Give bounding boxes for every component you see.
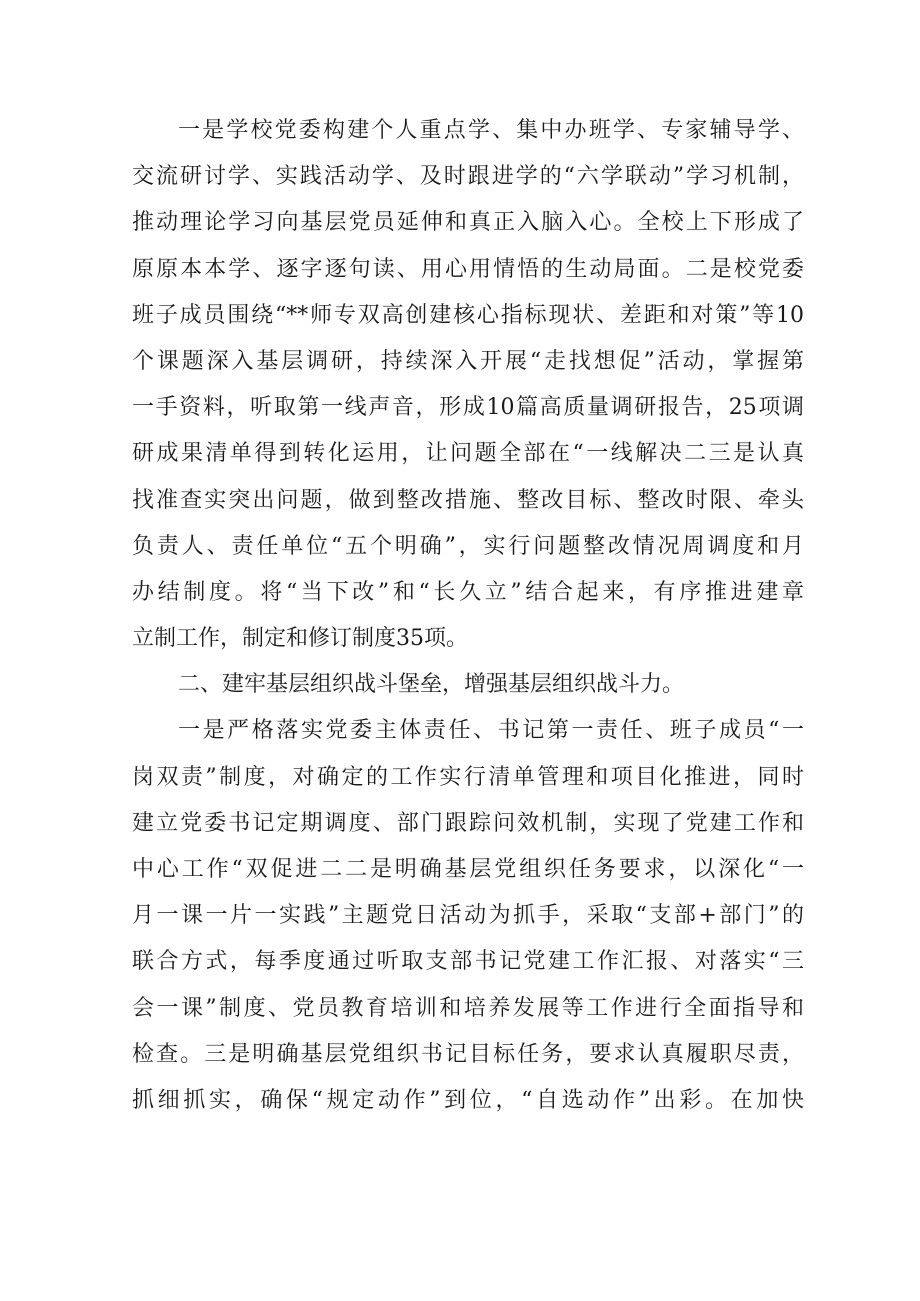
paragraph-2-line-6: 联合方式，每季度通过听取支部书记党建工作汇报、对落实“三 bbox=[132, 949, 804, 975]
paragraph-2-line-3: 建立党委书记定期调度、部门跟踪问效机制，实现了党建工作和 bbox=[132, 810, 804, 836]
paragraph-1-line-4: 原原本本学、逐字逐句读、用心用情悟的生动局面。二是校党委 bbox=[132, 256, 804, 282]
paragraph-2-line-1: 一是严格落实党委主体责任、书记第一责任、班子成员“一 bbox=[178, 718, 804, 744]
paragraph-2-line-7: 会一课”制度、党员教育培训和培养发展等工作进行全面指导和 bbox=[132, 995, 804, 1021]
paragraph-2-line-2: 岗双责”制度，对确定的工作实行清单管理和项目化推进，同时 bbox=[132, 764, 804, 790]
paragraph-1-line-11: 办结制度。将“当下改”和“长久立”结合起来，有序推进建章 bbox=[132, 579, 804, 605]
paragraph-1-line-5: 班子成员围绕“**师专双高创建核心指标现状、差距和对策”等10 bbox=[132, 302, 804, 328]
paragraph-2-line-8: 检查。三是明确基层党组织书记目标任务，要求认真履职尽责， bbox=[132, 1041, 804, 1067]
paragraph-1-line-10: 负责人、责任单位“五个明确”，实行问题整改情况周调度和月 bbox=[132, 533, 804, 559]
section-heading: 二、建牢基层组织战斗堡垒，增强基层组织战斗力。 bbox=[178, 672, 685, 698]
paragraph-1-line-6: 个课题深入基层调研，持续深入开展“走找想促”活动，掌握第 bbox=[132, 348, 804, 374]
paragraph-2-line-9: 抓细抓实，确保“规定动作”到位，“自选动作”出彩。在加快 bbox=[132, 1087, 804, 1113]
paragraph-1-line-1: 一是学校党委构建个人重点学、集中办班学、专家辅导学、 bbox=[178, 118, 804, 143]
paragraph-1-line-9: 找准查实突出问题，做到整改措施、整改目标、整改时限、牵头 bbox=[132, 487, 804, 513]
paragraph-1-line-12: 立制工作，制定和修订制度35项。 bbox=[132, 626, 468, 652]
paragraph-1-line-3: 推动理论学习向基层党员延伸和真正入脑入心。全校上下形成了 bbox=[132, 210, 804, 236]
paragraph-2-line-4: 中心工作“双促进二二是明确基层党组织任务要求，以深化“一 bbox=[132, 857, 804, 882]
paragraph-1-line-7: 一手资料，听取第一线声音，形成10篇高质量调研报告，25项调 bbox=[132, 395, 804, 421]
paragraph-1-line-8: 研成果清单得到转化运用，让问题全部在“一线解决二三是认真 bbox=[132, 441, 804, 467]
paragraph-1-line-2: 交流研讨学、实践活动学、及时跟进学的“六学联动”学习机制， bbox=[132, 164, 804, 190]
document-body bbox=[132, 111, 804, 1127]
paragraph-2-line-5: 月一课一片一实践”主题党日活动为抓手，采取“支部+部门”的 bbox=[132, 903, 804, 929]
